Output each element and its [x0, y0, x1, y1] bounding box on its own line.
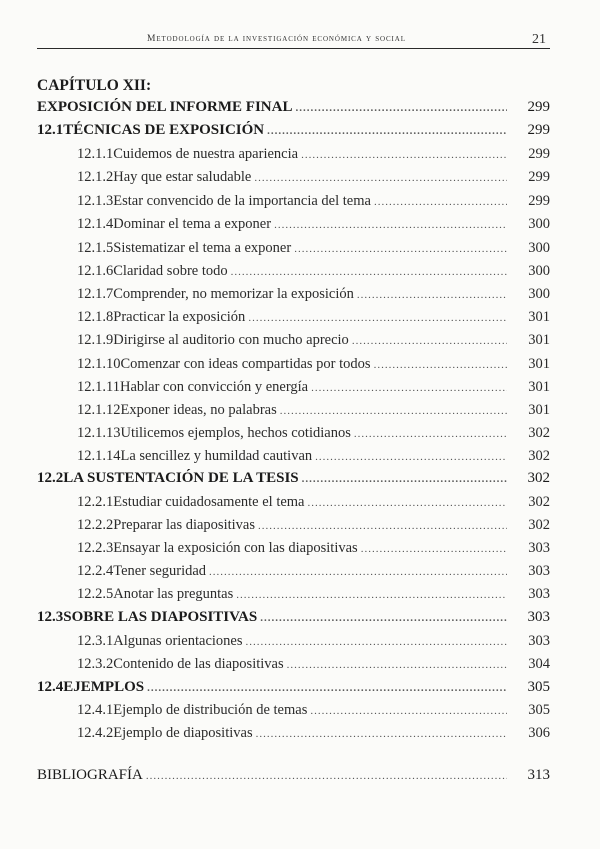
dot-leader	[311, 382, 507, 394]
dot-leader	[254, 172, 507, 184]
toc-entry-page: 303	[528, 586, 550, 602]
toc-entry-number: 12.1.6	[77, 263, 114, 279]
toc-entry-subsection[interactable]	[37, 425, 550, 447]
toc-entry-subsection[interactable]	[37, 263, 550, 285]
toc-entry-subsection[interactable]	[37, 169, 550, 191]
toc-entry-number: 12.2	[37, 470, 64, 486]
dot-leader	[274, 219, 507, 231]
toc-entry-title: Sistematizar el tema a exponer	[113, 240, 292, 256]
toc-entry-number: 12.1.1	[77, 146, 114, 162]
toc-entry-title: SOBRE LAS DIAPOSITIVAS	[63, 609, 258, 625]
toc-entry-title: Preparar las diapositivas	[113, 517, 255, 533]
dot-leader	[374, 196, 507, 208]
toc-entry-number: 12.4.2	[77, 725, 114, 741]
toc-entry-subsection[interactable]	[37, 702, 550, 724]
toc-entry-title: Dominar el tema a exponer	[113, 216, 272, 232]
toc-entry-subsection[interactable]	[37, 563, 550, 585]
toc-entry-subsection[interactable]	[37, 240, 550, 262]
toc-entry-bibliography[interactable]	[37, 767, 550, 789]
toc-entry-number: 12.1.8	[77, 309, 114, 325]
toc-entry-page: 300	[528, 286, 550, 302]
toc-entry-section[interactable]	[37, 679, 550, 701]
toc-entry-number: 12.3.2	[77, 656, 114, 672]
toc-entry-number: 12.1.14	[77, 448, 121, 464]
toc-entry-title: Utilicemos ejemplos, hechos cotidianos	[120, 425, 351, 441]
toc-entry-number: 12.2.4	[77, 563, 114, 579]
toc-entry-number: 12.1.5	[77, 240, 114, 256]
toc-entry-page: 303	[528, 540, 550, 556]
toc-entry-title: Tener seguridad	[113, 563, 207, 579]
toc-entry-page: 301	[528, 379, 550, 395]
toc-entry-page: 299	[527, 99, 550, 115]
toc-entry-title: Hay que estar saludable	[113, 169, 252, 185]
toc-entry-number: 12.3	[37, 609, 64, 625]
toc-entry-page: 300	[528, 263, 550, 279]
dot-leader	[301, 149, 507, 161]
toc-entry-page: 303	[528, 563, 550, 579]
dot-leader	[294, 243, 507, 255]
toc-entry-title: Cuidemos de nuestra apariencia	[113, 146, 299, 162]
toc-entry-number: 12.2.5	[77, 586, 114, 602]
dot-leader	[209, 566, 507, 578]
toc-entry-title: Estar convencido de la importancia del tema	[113, 193, 371, 209]
toc-entry-subsection[interactable]	[37, 633, 550, 655]
dot-leader	[147, 682, 507, 694]
toc-entry-subsection[interactable]	[37, 402, 550, 424]
toc-entry-page: 299	[528, 169, 550, 185]
toc-entry-subsection[interactable]	[37, 586, 550, 608]
toc-entry-number: 12.1.4	[77, 216, 114, 232]
toc-entry-page: 303	[527, 609, 550, 625]
dot-leader	[246, 636, 507, 648]
toc-entry-title: EJEMPLOS	[63, 679, 145, 695]
toc-entry-subsection[interactable]	[37, 517, 550, 539]
dot-leader	[231, 266, 507, 278]
toc-entry-section[interactable]	[37, 609, 550, 631]
toc-entry-number: 12.1.2	[77, 169, 114, 185]
toc-entry-number: 12.4	[37, 679, 64, 695]
dot-leader	[258, 520, 507, 532]
toc-entry-subsection[interactable]	[37, 286, 550, 308]
toc-entry-page: 305	[527, 679, 550, 695]
toc-entry-subsection[interactable]	[37, 540, 550, 562]
dot-leader	[267, 125, 507, 137]
dot-leader	[310, 705, 507, 717]
toc-entry-title: Comprender, no memorizar la exposición	[113, 286, 354, 302]
toc-entry-subsection[interactable]	[37, 356, 550, 378]
toc-entry-title: Ejemplo de distribución de temas	[113, 702, 308, 718]
toc-entry-page: 306	[528, 725, 550, 741]
toc-entry-page: 299	[528, 193, 550, 209]
toc-entry-subsection[interactable]	[37, 448, 550, 470]
toc-entry-number: 12.1	[37, 122, 64, 138]
toc-entry-title: BIBLIOGRAFÍA	[37, 767, 143, 783]
toc-entry-title: Ensayar la exposición con las diapositivas	[113, 540, 358, 556]
toc-entry-number: 12.1.11	[77, 379, 120, 395]
dot-leader	[352, 335, 507, 347]
toc-entry-title: Algunas orientaciones	[113, 633, 243, 649]
toc-entry-subsection[interactable]	[37, 725, 550, 747]
toc-entry-page: 301	[528, 332, 550, 348]
toc-entry-title: Exponer ideas, no palabras	[120, 402, 277, 418]
toc-entry-page: 301	[528, 356, 550, 372]
toc-entry-page: 304	[528, 656, 550, 672]
dot-leader	[295, 102, 507, 114]
toc-entry-title: Estudiar cuidadosamente el tema	[113, 494, 305, 510]
toc-entry-title: Anotar las preguntas	[113, 586, 234, 602]
toc-entry-page: 299	[527, 122, 550, 138]
toc-entry-number: 12.1.13	[77, 425, 121, 441]
toc-entry-page: 313	[527, 767, 550, 783]
dot-leader	[308, 497, 508, 509]
toc-entry-page: 302	[528, 517, 550, 533]
toc-entry-title: Hablar con convicción y energía	[119, 379, 309, 395]
chapter-label: CAPÍTULO XII:	[37, 77, 152, 94]
toc-entry-section[interactable]	[37, 122, 550, 144]
toc-entry-number: 12.2.2	[77, 517, 114, 533]
toc-entry-number: 12.1.9	[77, 332, 114, 348]
toc-entry-subsection[interactable]	[37, 146, 550, 168]
toc-entry-number: 12.1.10	[77, 356, 121, 372]
toc-entry-subsection[interactable]	[37, 332, 550, 354]
toc-entry-subsection[interactable]	[37, 193, 550, 215]
toc-entry-number: 12.1.3	[77, 193, 114, 209]
toc-entry-title: Claridad sobre todo	[113, 263, 228, 279]
toc-entry-number: 12.1.7	[77, 286, 114, 302]
dot-leader	[256, 728, 507, 740]
page-header	[37, 33, 550, 48]
toc-entry-title: La sencillez y humildad cautivan	[120, 448, 313, 464]
toc-entry-subsection[interactable]	[37, 309, 550, 331]
dot-leader	[248, 312, 507, 324]
toc-entry-title: EXPOSICIÓN DEL INFORME FINAL	[37, 99, 293, 115]
toc-entry-title: TÉCNICAS DE EXPOSICIÓN	[63, 122, 265, 138]
toc-entry-page: 303	[528, 633, 550, 649]
toc-entry-title: Dirigirse al auditorio con mucho aprecio	[113, 332, 349, 348]
dot-leader	[361, 543, 507, 555]
toc-entry-title: Contenido de las diapositivas	[113, 656, 284, 672]
toc-entry-page: 302	[528, 448, 550, 464]
dot-leader	[236, 589, 507, 601]
toc-entry-subsection[interactable]	[37, 216, 550, 238]
toc-entry-number: 12.2.1	[77, 494, 114, 510]
toc-entry-page: 300	[528, 240, 550, 256]
toc-entry-page: 299	[528, 146, 550, 162]
toc-entry-page: 302	[528, 494, 550, 510]
dot-leader	[287, 659, 507, 671]
toc-entry-title: Ejemplo de diapositivas	[113, 725, 253, 741]
toc-entry-page: 301	[528, 402, 550, 418]
dot-leader	[260, 612, 507, 624]
toc-entry-subsection[interactable]	[37, 494, 550, 516]
toc-entry-title: LA SUSTENTACIÓN DE LA TESIS	[63, 470, 299, 486]
dot-leader	[302, 473, 507, 485]
toc-entry-page: 300	[528, 216, 550, 232]
dot-leader	[357, 289, 507, 301]
header-rule	[37, 48, 550, 49]
toc-entry-page: 302	[527, 470, 550, 486]
dot-leader	[354, 428, 507, 440]
dot-leader	[146, 770, 507, 782]
toc-entry-page: 302	[528, 425, 550, 441]
toc-entry-subsection[interactable]	[37, 656, 550, 678]
toc-entry-title: Practicar la exposición	[113, 309, 246, 325]
toc-entry-chapter-title[interactable]	[37, 99, 550, 121]
toc-entry-section[interactable]	[37, 470, 550, 492]
toc-entry-page: 301	[528, 309, 550, 325]
page-number: 21	[532, 32, 546, 47]
toc-entry-number: 12.1.12	[77, 402, 121, 418]
toc-entry-subsection[interactable]	[37, 379, 550, 401]
toc-entry-number: 12.2.3	[77, 540, 114, 556]
toc-entry-page: 305	[528, 702, 550, 718]
toc-entry-title: Comenzar con ideas compartidas por todos	[120, 356, 371, 372]
toc-entry-number: 12.3.1	[77, 633, 114, 649]
running-title: Metodología de la investigación económica y social	[147, 34, 406, 44]
dot-leader	[280, 405, 507, 417]
dot-leader	[315, 451, 507, 463]
toc-entry-number: 12.4.1	[77, 702, 114, 718]
dot-leader	[374, 359, 507, 371]
